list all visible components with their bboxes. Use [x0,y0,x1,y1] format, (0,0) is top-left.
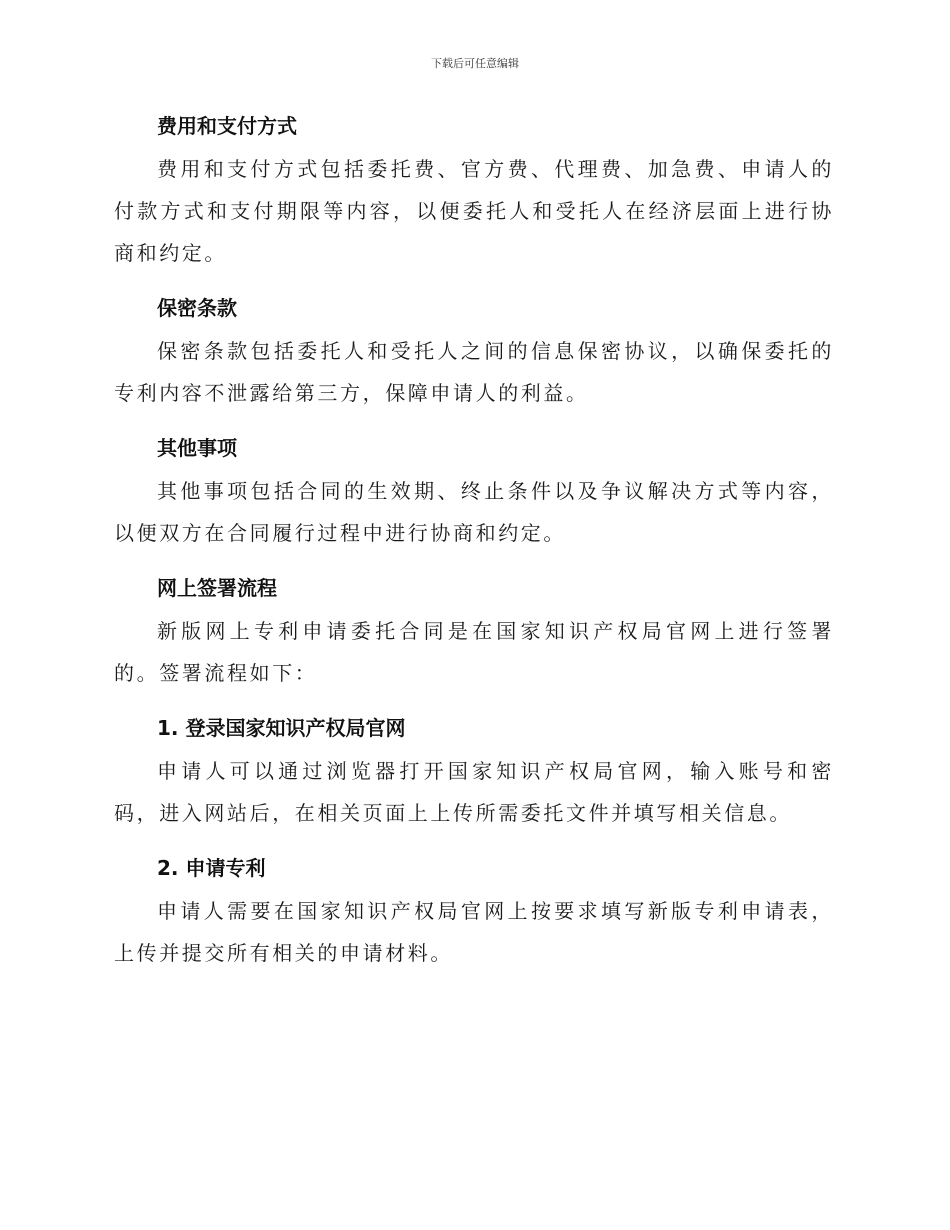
header-note: 下载后可任意编辑 [431,57,519,70]
section-heading-online-signing: 网上签署流程 [157,576,277,600]
section-heading-other: 其他事项 [157,436,237,460]
section-heading-fees: 费用和支付方式 [157,114,297,138]
section-heading-confidentiality: 保密条款 [157,296,237,320]
section-text-other: 其他事项包括合同的生效期、终止条件以及争议解决方式等内容，以便双方在合同履行过程中进行协商和约定。 [114,479,834,545]
section-heading-login: 1. 登录国家知识产权局官网 [157,716,406,740]
section-text-online-signing: 新版网上专利申请委托合同是在国家知识产权局官网上进行签署的。签署流程如下： [114,619,834,685]
section-text-login: 申请人可以通过浏览器打开国家知识产权局官网，输入账号和密码，进入网站后，在相关页面上上传所需委托文件并填写相关信息。 [114,759,834,825]
document-body [114,104,834,986]
section-text-fees: 费用和支付方式包括委托费、官方费、代理费、加急费、申请人的付款方式和支付期限等内容，以便委托人和受托人在经济层面上进行协商和约定。 [114,157,834,265]
section-text-apply: 申请人需要在国家知识产权局官网上按要求填写新版专利申请表，上传并提交所有相关的申请材料。 [114,899,834,965]
section-text-confidentiality: 保密条款包括委托人和受托人之间的信息保密协议，以确保委托的专利内容不泄露给第三方，保障申请人的利益。 [114,339,834,405]
section-heading-apply: 2. 申请专利 [157,856,266,880]
